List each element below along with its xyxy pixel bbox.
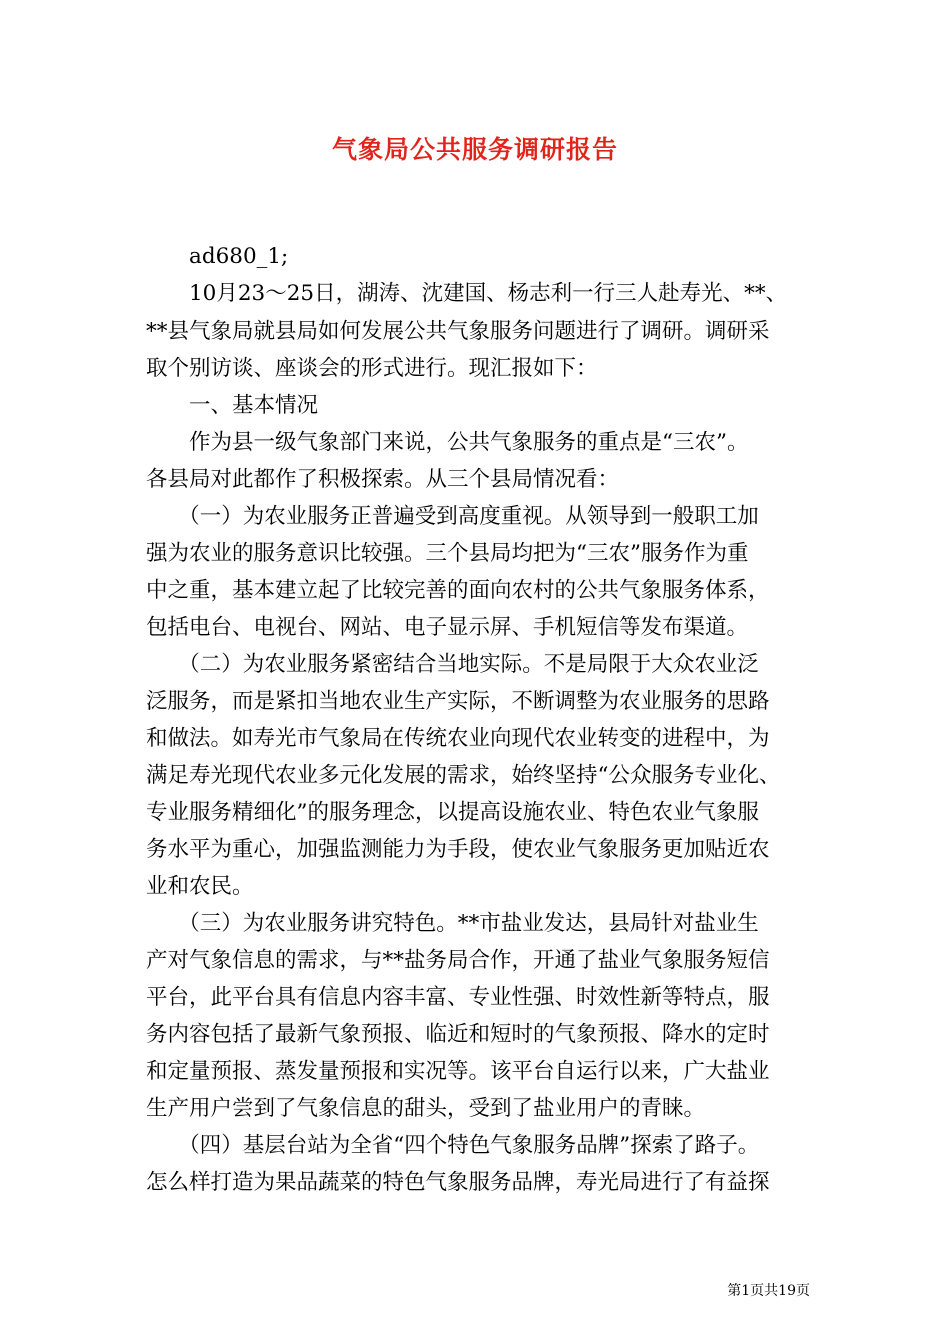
body-line: 专业服务精细化”的服务理念，以提高设施农业、特色农业气象服 bbox=[146, 800, 759, 825]
section-heading: 一、基本情况 bbox=[146, 393, 319, 418]
body-line: 和定量预报、蒸发量预报和实况等。该平台自运行以来，广大盐业 bbox=[146, 1059, 770, 1084]
body-line: 包括电台、电视台、网站、电子显示屏、手机短信等发布渠道。 bbox=[146, 615, 749, 640]
page-number: 第1页共19页 bbox=[727, 1283, 810, 1299]
body-line: **县气象局就县局如何发展公共气象服务问题进行了调研。调研采 bbox=[146, 319, 770, 344]
body-line: 强为农业的服务意识比较强。三个县局均把为“三农”服务作为重 bbox=[146, 541, 749, 566]
body-line: 产对气象信息的需求，与**盐务局合作，开通了盐业气象服务短信 bbox=[146, 948, 770, 973]
body-line: 各县局对此都作了积极探索。从三个县局情况看： bbox=[146, 467, 620, 492]
body-line: （三）为农业服务讲究特色。**市盐业发达，县局针对盐业生 bbox=[146, 911, 759, 936]
body-line: 业和农民。 bbox=[146, 874, 254, 899]
body-line: 满足寿光现代农业多元化发展的需求，始终坚持“公众服务专业化、 bbox=[146, 763, 781, 788]
body-line: 取个别访谈、座谈会的形式进行。现汇报如下： bbox=[146, 356, 598, 381]
body-line: 平台，此平台具有信息内容丰富、专业性强、时效性新等特点，服 bbox=[146, 985, 770, 1010]
document-title: 气象局公共服务调研报告 bbox=[331, 135, 618, 164]
body-line: 生产用户尝到了气象信息的甜头，受到了盐业用户的青睐。 bbox=[146, 1096, 706, 1121]
body-line: 中之重，基本建立起了比较完善的面向农村的公共气象服务体系， bbox=[146, 578, 770, 603]
body-line: 务内容包括了最新气象预报、临近和短时的气象预报、降水的定时 bbox=[146, 1022, 770, 1047]
body-line: （一）为农业服务正普遍受到高度重视。从领导到一般职工加 bbox=[146, 504, 759, 529]
body-line: 泛服务，而是紧扣当地农业生产实际，不断调整为农业服务的思路 bbox=[146, 689, 770, 714]
body-line: 10月23～25日，湖涛、沈建国、杨志利一行三人赴寿光、**、 bbox=[146, 281, 788, 306]
body-line: 和做法。如寿光市气象局在传统农业向现代农业转变的进程中，为 bbox=[146, 726, 770, 751]
body-line: ad680_1; bbox=[146, 244, 289, 269]
body-line: 作为县一级气象部门来说，公共气象服务的重点是“三农”。 bbox=[146, 430, 749, 455]
body-line: 务水平为重心，加强监测能力为手段，使农业气象服务更加贴近农 bbox=[146, 837, 770, 862]
body-line: （二）为农业服务紧密结合当地实际。不是局限于大众农业泛 bbox=[146, 652, 759, 677]
body-line: （四）基层台站为全省“四个特色气象服务品牌”探索了路子。 bbox=[146, 1133, 760, 1158]
body-line: 怎么样打造为果品蔬菜的特色气象服务品牌，寿光局进行了有益探 bbox=[146, 1170, 770, 1195]
